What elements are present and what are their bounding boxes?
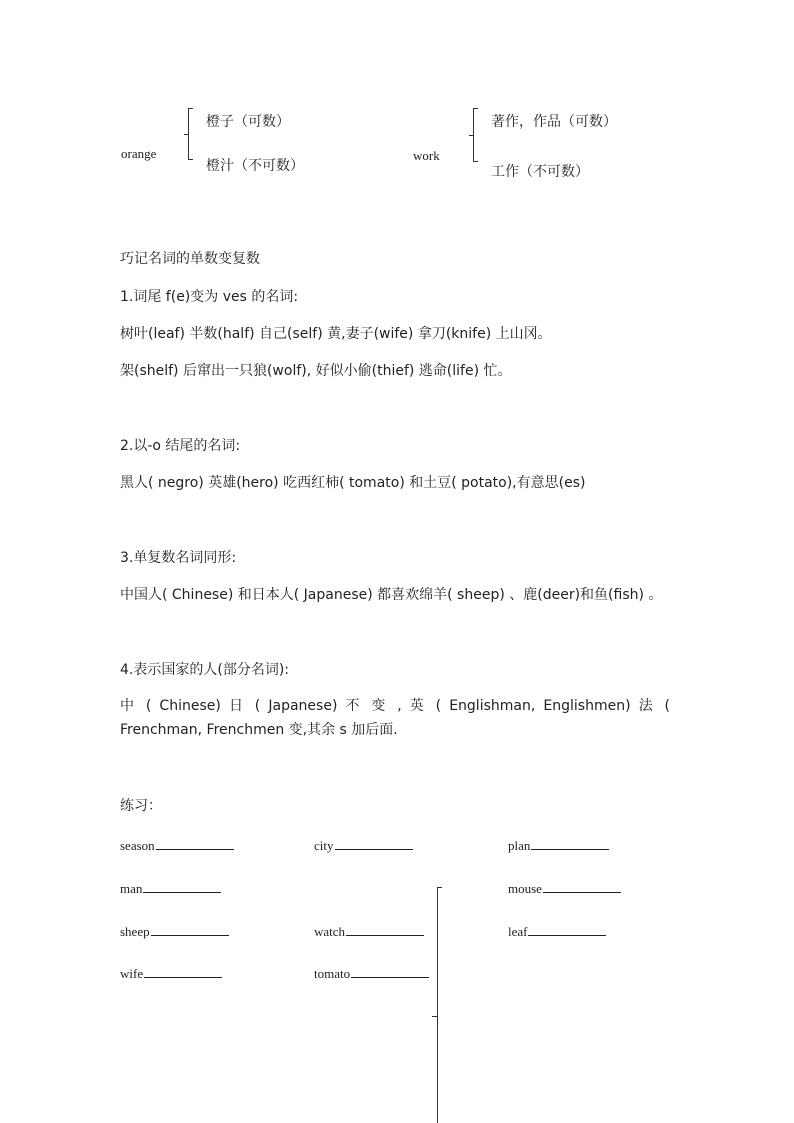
orange-sense-countable: 橙子（可数）: [206, 114, 290, 130]
orange-sense-uncountable: 橙汁（不可数）: [206, 158, 304, 174]
practice-item-mouse: mouse: [508, 881, 621, 897]
answer-blank[interactable]: [528, 935, 606, 936]
practice-item-plan: plan: [508, 838, 609, 854]
rule2-line1: 黑人( negro) 英雄(hero) 吃西红柿( tomato) 和土豆( potato),有意思(es): [120, 475, 586, 491]
answer-blank[interactable]: [543, 892, 621, 893]
practice-item-season: season: [120, 838, 234, 854]
rule2-heading: 2.以-o 结尾的名词:: [120, 438, 241, 454]
practice-item-watch: watch: [314, 924, 424, 940]
rule4-line1: 中 ( Chinese) 日 ( Japanese) 不 变 , 英 ( Englishman, Englishmen) 法 ( Frenchman, Frenchmen 变,其余 s 加后面.: [120, 698, 670, 738]
rule1-line1: 树叶(leaf) 半数(half) 自己(self) 黄,妻子(wife) 拿刀(knife) 上山冈。: [120, 326, 552, 342]
practice-heading: 练习：: [120, 798, 162, 814]
practice-item-leaf: leaf: [508, 924, 606, 940]
work-sense-uncountable: 工作（不可数）: [491, 164, 589, 180]
section-title: 巧记名词的单数变复数: [120, 251, 260, 267]
rule3-heading: 3.单复数名词同形:: [120, 550, 237, 566]
practice-item-sheep: sheep: [120, 924, 229, 940]
answer-blank[interactable]: [143, 892, 221, 893]
practice-item-man: man: [120, 881, 221, 897]
answer-blank[interactable]: [335, 849, 413, 850]
practice-item-wife: wife: [120, 966, 222, 982]
work-sense-countable: 著作，作品（可数）: [491, 114, 617, 130]
answer-blank[interactable]: [346, 935, 424, 936]
word-work: work: [413, 148, 440, 163]
practice-item-tomato: tomato: [314, 966, 429, 982]
answer-blank[interactable]: [151, 935, 229, 936]
answer-blank[interactable]: [531, 849, 609, 850]
rule1-heading: 1.词尾 f(e)变为 ves 的名词:: [120, 289, 299, 305]
word-orange: orange: [121, 146, 157, 161]
answer-blank[interactable]: [144, 977, 222, 978]
rule4-heading: 4.表示国家的人(部分名词):: [120, 662, 289, 678]
rule3-line1: 中国人( Chinese) 和日本人( Japanese) 都喜欢绵羊( sheep) 、鹿(deer)和鱼(fish) 。: [120, 587, 663, 603]
answer-blank[interactable]: [351, 977, 429, 978]
rule1-line2: 架(shelf) 后窜出一只狼(wolf), 好似小偷(thief) 逃命(life) 忙。: [120, 363, 512, 379]
practice-item-city: city: [314, 838, 413, 854]
answer-blank[interactable]: [156, 849, 234, 850]
